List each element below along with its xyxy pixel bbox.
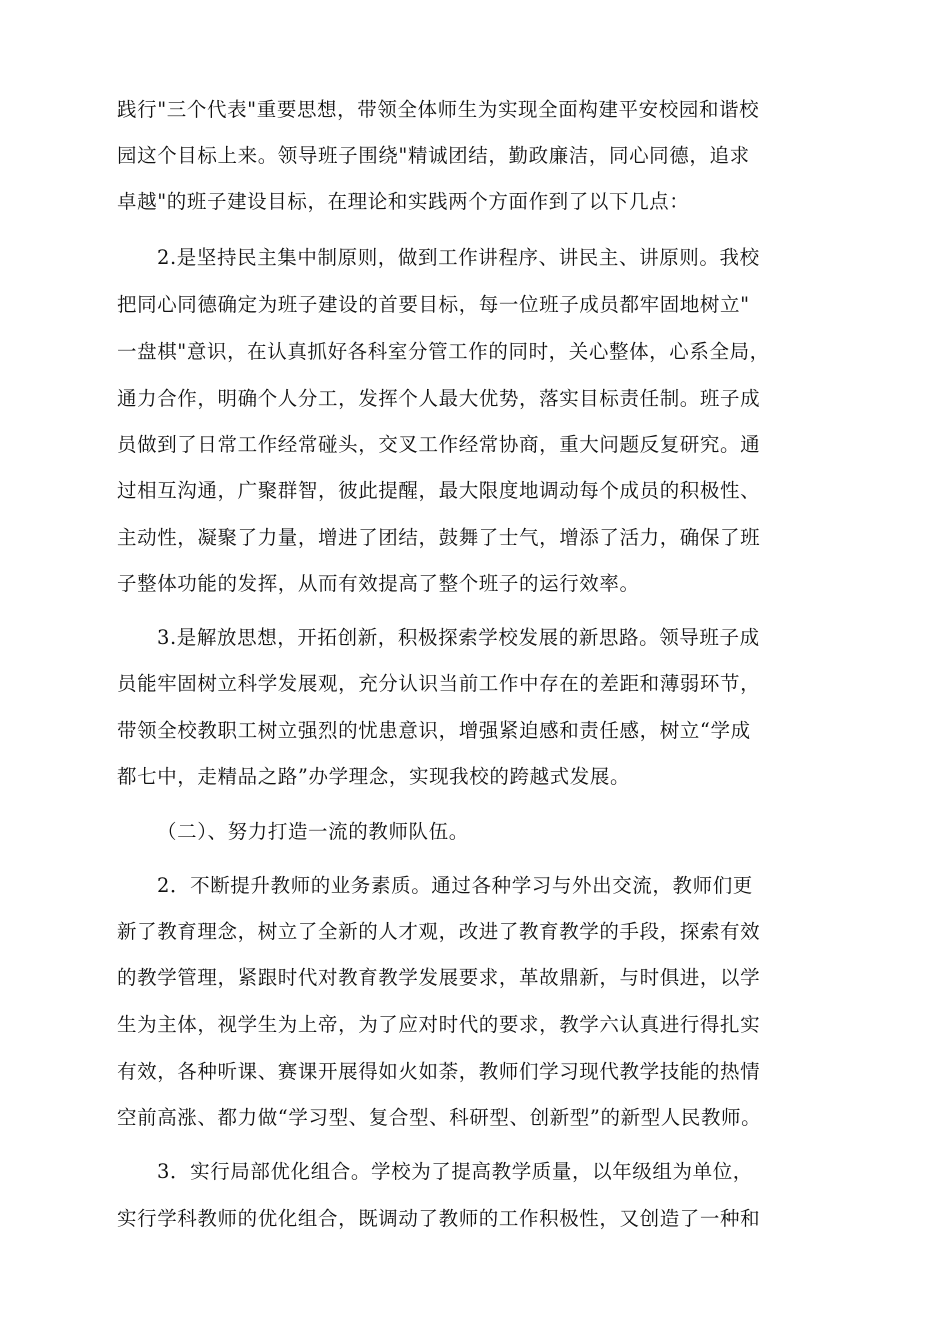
paragraph-2-line-2: 把同心同德确定为班子建设的首要目标，每一位班子成员都牢固地树立" [117,293,750,316]
paragraph-1-line-1: 践行"三个代表"重要思想，带领全体师生为实现全面构建平安校园和谐校 [117,98,760,121]
paragraph-5-line-4: 生为主体，视学生为上帝，为了应对时代的要求，教学六认真进行得扎实 [117,1013,761,1036]
section-heading: （二）、努力打造一流的教师队伍。 [157,820,469,843]
paragraph-1-line-3: 卓越"的班子建设目标，在理论和实践两个方面作到了以下几点： [117,190,690,213]
paragraph-3-line-3: 带领全校教职工树立强烈的忧患意识，增强紧迫感和责任感，树立“学成 [117,719,751,742]
paragraph-2-line-4: 通力合作，明确个人分工，发挥个人最大优势，落实目标责任制。班子成 [117,387,761,410]
paragraph-2-line-5: 员做到了日常工作经常碰头，交叉工作经常协商，重大问题反复研究。通 [117,433,761,456]
paragraph-2-line-8: 子整体功能的发挥，从而有效提高了整个班子的运行效率。 [117,572,640,595]
paragraph-2-line-6: 过相互沟通，广聚群智，彼此提醒，最大限度地调动每个成员的积极性、 [117,479,761,502]
paragraph-2-line-3: 一盘棋"意识，在认真抓好各科室分管工作的同时，关心整体，心系全局， [117,340,770,363]
paragraph-5-line-2: 新了教育理念，树立了全新的人才观，改进了教育教学的手段，探索有效 [117,920,761,943]
paragraph-5-line-6: 空前高涨、都力做“学习型、复合型、科研型、创新型”的新型人民教师。 [117,1106,762,1129]
paragraph-3-line-4: 都七中，走精品之路”办学理念，实现我校的跨越式发展。 [117,765,631,788]
paragraph-5-line-5: 有效，各种听课、赛课开展得如火如荼，教师们学习现代教学技能的热情 [117,1060,761,1083]
paragraph-3-line-1: 3.是解放思想，开拓创新，积极探索学校发展的新思路。领导班子成 [157,626,760,649]
paragraph-5-line-3: 的教学管理，紧跟时代对教育教学发展要求，革故鼎新，与时俱进，以学 [117,966,761,989]
paragraph-6-line-2: 实行学科教师的优化组合，既调动了教师的工作积极性，又创造了一种和 [117,1207,761,1230]
paragraph-6-line-1: 3．实行局部优化组合。学校为了提高教学质量，以年级组为单位， [157,1160,753,1183]
paragraph-3-line-2: 员能牢固树立科学发展观，充分认识当前工作中存在的差距和薄弱环节， [117,672,761,695]
paragraph-5-line-1: 2．不断提升教师的业务素质。通过各种学习与外出交流，教师们更 [157,874,753,897]
paragraph-1-line-2: 园这个目标上来。领导班子围绕"精诚团结，勤政廉洁，同心同德，追求 [117,144,750,167]
paragraph-2-line-7: 主动性，凝聚了力量，增进了团结，鼓舞了士气，增添了活力，确保了班 [117,526,761,549]
paragraph-2-line-1: 2.是坚持民主集中制原则，做到工作讲程序、讲民主、讲原则。我校 [157,246,760,269]
